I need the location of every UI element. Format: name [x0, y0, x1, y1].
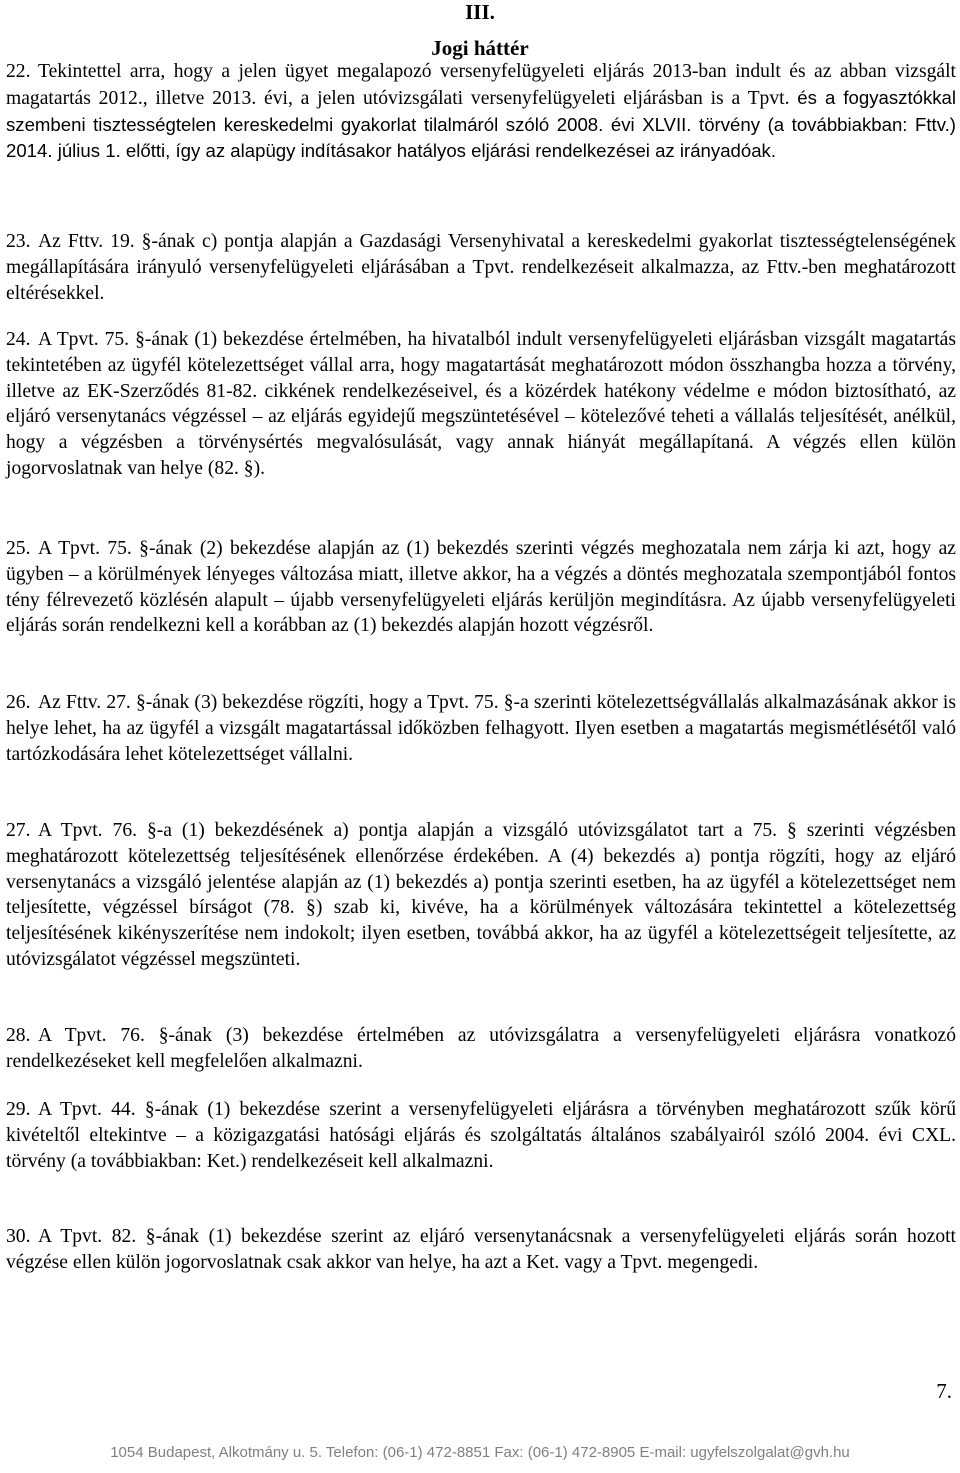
- paragraph-text: Az Fttv. 19. §-ának c) pontja alapján a Gazdasági Versenyhivatal a kereskedelmi gyakorlat tisztességtelenségének megállapítására irányuló versenyfelügyeleti eljárásában a Tpvt. rendelkezéseit alkalmazza, az Fttv.-ben meghatározott eltérésekkel.: [6, 231, 956, 304]
- paragraph-number: 22.: [6, 61, 31, 82]
- paragraph-number: 30.: [6, 1226, 31, 1247]
- paragraph-25: [6, 536, 956, 639]
- paragraph-26: [6, 690, 956, 767]
- paragraph-23: [6, 229, 956, 306]
- paragraph-text: Tekintettel arra, hogy a jelen ügyet megalapozó versenyfelügyeleti eljárás 2013-ban indult és az abban vizsgált magatartás 2012., illetve 2013. évi, a jelen utóvizsgálati versenyfelügyeleti eljárásban is a Tpvt.: [6, 61, 956, 109]
- paragraph-29: [6, 1097, 956, 1174]
- page-number: 7.: [936, 1379, 952, 1403]
- paragraph-number: 24.: [6, 329, 31, 350]
- section-title: Jogi háttér: [431, 36, 529, 60]
- paragraph-text: A Tpvt. 75. §-ának (1) bekezdése értelmében, ha hivatalból indult versenyfelügyeleti eljárásban vizsgált magatartás tekintetében az ügyfél kötelezettséget vállal arra, hogy magatartását meghatározott módon összhangba hozza a törvény, illetve az EK-Szerződés 81-82. cikkének rendelkezéseivel, és a közérdek hatékony védelme e módon biztosítható, az eljáró versenytanács végzéssel – az eljárás egyidejű megszüntetésével – kötelezővé teheti a vállalás teljesítését, anélkül, hogy a végzésben a törvénysértés megvalósulását, vagy annak hiányát megállapítaná. A végzés ellen külön jogorvoslatnak van helye (82. §).: [6, 329, 956, 479]
- paragraph-text: A Tpvt. 75. §-ának (2) bekezdése alapján az (1) bekezdés szerinti végzés meghozatala nem zárja ki azt, hogy az ügyben – a körülmények lényeges változása miatt, illetve akkor, ha a végzés a döntés meghozatala szempontjából fontos tény félrevezető közlésén alapult – újabb versenyfelügyeleti eljárás kerüljön megindításra. Az újabb versenyfelügyeleti eljárás során rendelkezni kell a korábban az (1) bekezdés alapján hozott végzésről.: [6, 538, 956, 637]
- paragraph-number: 25.: [6, 538, 31, 559]
- paragraph-number: 28.: [6, 1025, 31, 1046]
- paragraph-number: 23.: [6, 231, 31, 252]
- paragraph-number: 29.: [6, 1099, 31, 1120]
- paragraph-22: [6, 59, 956, 165]
- paragraph-27: [6, 818, 956, 973]
- paragraph-text: A Tpvt. 76. §-ának (3) bekezdése értelmében az utóvizsgálatra a versenyfelügyeleti eljárásra vonatkozó rendelkezéseket kell megfelelően alkalmazni.: [6, 1025, 956, 1072]
- paragraph-text: A Tpvt. 76. §-a (1) bekezdésének a) pontja alapján a vizsgáló utóvizsgálatot tart a 75. § szerinti végzésben meghatározott kötelezettség teljesítésének ellenőrzése érdekében. A (4) bekezdés a) pontja rögzíti, hogy az eljáró versenytanács a vizsgáló jelentése alapján az (1) bekezdés a) pontja szerinti esetben, ha az ügyfél a kötelezettséget nem teljesítette, végzéssel bírságot (78. §) szab ki, kivéve, ha a körülmények változására tekintettel a kötelezettség teljesítésének kikényszerítése nem indokolt; ilyen esetben, továbbá akkor, ha az ügyfél a kötelezettségeit teljesítette, az utóvizsgálatot végzéssel megszünteti.: [6, 820, 956, 970]
- paragraph-text: A Tpvt. 82. §-ának (1) bekezdése szerint az eljáró versenytanácsnak a versenyfelügyeleti eljárás során hozott végzése ellen külön jogorvoslatnak csak akkor van helye, ha azt a Ket. vagy a Tpvt. megengedi.: [6, 1226, 956, 1273]
- paragraph-number: 26.: [6, 692, 31, 713]
- paragraph-24: [6, 327, 956, 482]
- paragraph-number: 27.: [6, 820, 31, 841]
- paragraph-28: [6, 1023, 956, 1075]
- paragraph-text-sans: és a fogyasztókkal szembeni tisztességtelen kereskedelmi gyakorlat tilalmáról szóló 2008. évi XLVII. törvény (a továbbiakban: Fttv.) 2014. július 1. előtti, így az alapügy indításakor hatályos eljárási rendelkezései az irányadóak.: [6, 86, 957, 162]
- paragraph-text: A Tpvt. 44. §-ának (1) bekezdése szerint a versenyfelügyeleti eljárásra a törvényben meghatározott szűk körű kivételtől eltekintve – a közigazgatási hatósági eljárás és szolgáltatás általános szabályairól szóló 2004. évi CXL. törvény (a továbbiakban: Ket.) rendelkezéseit kell alkalmazni.: [6, 1099, 956, 1172]
- paragraph-30: [6, 1224, 956, 1276]
- paragraph-text: Az Fttv. 27. §-ának (3) bekezdése rögzíti, hogy a Tpvt. 75. §-a szerinti kötelezettségvállalás alkalmazásának akkor is helye lehet, ha az ügyfél a vizsgált magatartással időközben felhagyott. Ilyen esetben a magatartás megismétlésétől való tartózkodására lehet kötelezettséget vállalni.: [6, 692, 956, 765]
- section-number: III.: [465, 0, 495, 24]
- footer-contact: 1054 Budapest, Alkotmány u. 5. Telefon: (06-1) 472-8851 Fax: (06-1) 472-8905 E-mail: ugyfelszolgalat@gvh.hu: [110, 1444, 850, 1461]
